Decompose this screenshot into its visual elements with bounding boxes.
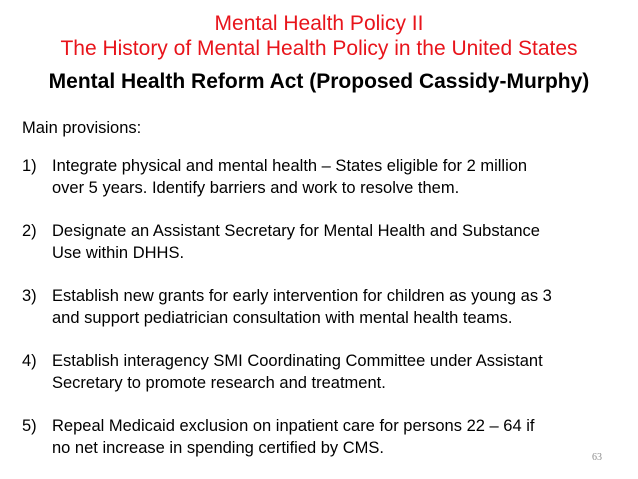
section-heading: Mental Health Reform Act (Proposed Cassidy-Murphy) [48,70,590,93]
provision-number: 1) [22,157,37,175]
provision-item-3 [22,285,622,329]
provision-text-line: Integrate physical and mental health – States eligible for 2 million [52,157,528,175]
page-number: 63 [592,452,602,463]
provision-number: 2) [22,222,37,240]
provision-text-line: no net increase in spending certified by CMS. [52,439,385,457]
provision-item-1 [22,155,622,199]
provision-number: 4) [22,352,37,370]
slide-title [0,11,638,61]
provision-text-line: over 5 years. Identify barriers and work to resolve them. [52,179,460,197]
provision-text-line: Use within DHHS. [52,244,185,262]
provision-item-2 [22,220,622,264]
provision-text-line: Secretary to promote research and treatment. [52,374,386,392]
title-line-1: Mental Health Policy II [214,12,424,35]
provision-text-line: Establish new grants for early intervention for children as young as 3 [52,287,552,305]
title-line-2: The History of Mental Health Policy in the United States [60,37,578,60]
provision-item-5 [22,415,622,459]
intro-text: Main provisions: [22,119,142,137]
provision-text-line: and support pediatrician consultation with mental health teams. [52,309,513,327]
provisions-list [22,155,622,459]
provision-text-line: Establish interagency SMI Coordinating Committee under Assistant [52,352,543,370]
provision-text-line: Designate an Assistant Secretary for Mental Health and Substance [52,222,540,240]
provision-number: 3) [22,287,37,305]
provision-number: 5) [22,417,37,435]
provision-item-4 [22,350,622,394]
provision-text-line: Repeal Medicaid exclusion on inpatient care for persons 22 – 64 if [52,417,535,435]
